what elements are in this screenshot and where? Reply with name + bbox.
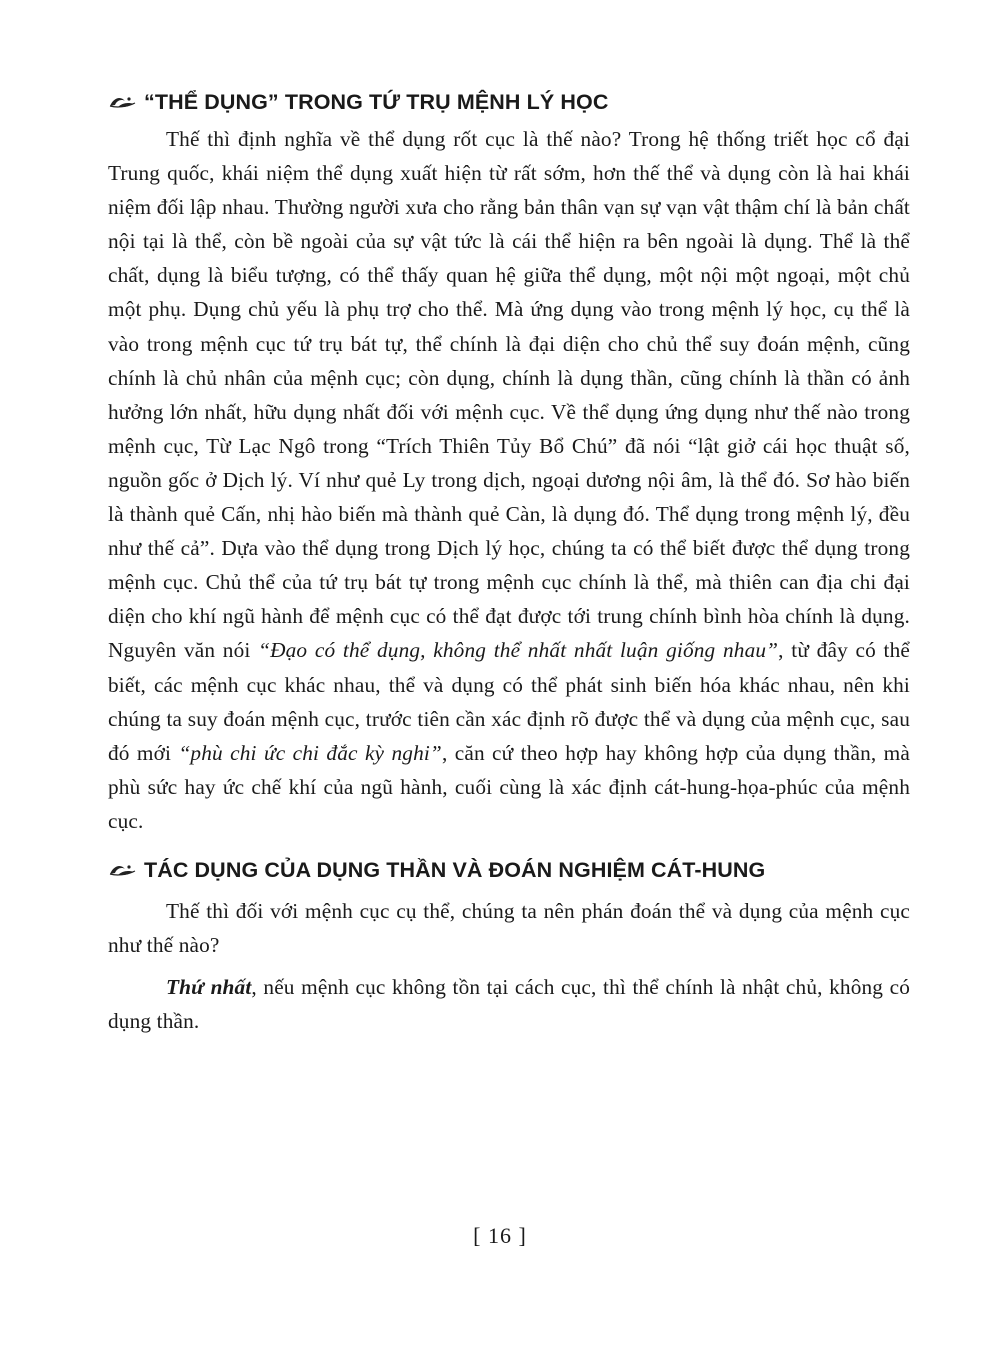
body-paragraph [108, 122, 910, 838]
body-paragraph: Thế thì đối với mệnh cục cụ thể, chúng ta nên phán đoán thể và dụng của mệnh cục như thế nào? [108, 898, 910, 958]
leaf-ornament-icon [108, 94, 136, 110]
section-heading-text: TÁC DỤNG CỦA DỤNG THẦN VÀ ĐOÁN NGHIỆM CÁT-HUNG [144, 857, 766, 882]
section-heading [108, 850, 910, 890]
italic-quote: “Đạo có thể dụng, không thể nhất nhất luận giống nhau” [258, 638, 779, 663]
paragraph-text: , nếu mệnh cục không tồn tại cách cục, thì thể chính là nhật chủ, không có dụng thần. [108, 975, 910, 1034]
paragraph-text: Thế thì định nghĩa về thể dụng rốt cục là thế nào? Trong hệ thống triết học cổ đại Trung quốc, khái niệm thể dụng xuất hiện từ rất sớm, hơn thế thể và dụng còn là hai khái niệm đối lập nhau. Thường người xưa cho rằng bản thân vạn sự vạn vật thậm chí là bản chất nội tại là thể, còn bề ngoài của sự vật tức là cái thể hiện ra bên ngoài là dụng. Thể là thể chất, dụng là biểu tượng, có thể thấy quan hệ giữa thể dụng, một nội một ngoại, một chủ một phụ. Dụng chủ yếu là phụ trợ cho thể. Mà ứng dụng vào trong mệnh lý học, cụ thể là vào trong mệnh cục tứ trụ bát tự, thể chính là đại diện cho chủ thể suy đoán mệnh, cũng chính là chủ nhân của mệnh cục; còn dụng, chính là dụng thần, cũng chính là thần có ảnh hưởng lớn nhất, hữu dụng nhất đối với mệnh cục. Về thể dụng ứng dụng như thế nào trong mệnh cục, Từ Lạc Ngô trong “Trích Thiên Tủy Bổ Chú” đã nói “lật giở cái học thuật số, nguồn gốc ở Dịch lý. Ví như quẻ Ly trong dịch, ngoại dương nội âm, là thể đó. Sơ hào biến là thành quẻ Cấn, nhị hào biến mà thành quẻ Càn, là dụng đó. Thể dụng trong mệnh lý, đều như thế cả”. Dựa vào thể dụng trong Dịch lý học, chúng ta có thể biết được thể dụng trong mệnh cục. Chủ thể của tứ trụ bát tự trong mệnh cục chính là thể, mà thiên can địa chi đại diện cho khí ngũ hành để mệnh cục có thể đạt được tới trung chính bình hòa chính là dụng. Nguyên văn nói [108, 127, 910, 663]
page-number: [ 16 ] [473, 1223, 527, 1248]
body-paragraph [108, 970, 910, 1038]
bold-italic-lead: Thứ nhất [166, 975, 252, 1000]
paragraph-text: , căn cứ theo hợp hay không hợp của dụng thần, mà phù sức hay ức chế khí của ngũ hành, cuối cùng là xác định cát-hung-họa-phúc của mệnh cục. [108, 740, 910, 833]
paragraph-text: , từ đây có thể biết, các mệnh cục khác nhau, thể và dụng có thể phát sinh biến hóa khác nhau, nên khi chúng ta suy đoán mệnh cục, trước tiên cần xác định rõ được thể và dụng của mệnh cục, sau đó mới [108, 638, 910, 765]
italic-quote: “phù chi ức chi đắc kỳ nghi” [178, 740, 442, 765]
section-heading-text: “THỂ DỤNG” TRONG TỨ TRỤ MỆNH LÝ HỌC [144, 90, 609, 114]
section-heading [108, 82, 910, 122]
leaf-ornament-icon [108, 862, 136, 878]
page-content [108, 82, 910, 1038]
